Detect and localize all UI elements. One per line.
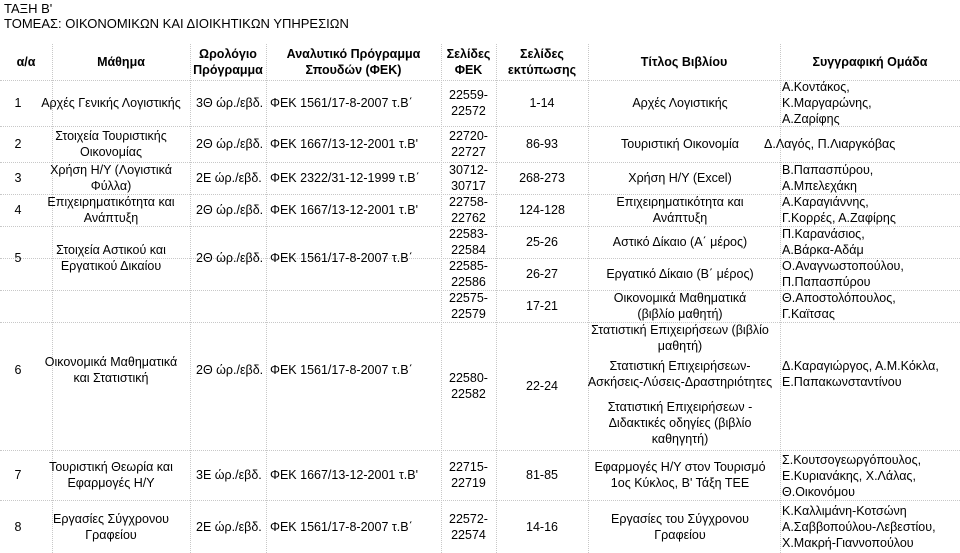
subject-cell: Χρήση Η/Υ (Λογιστικά Φύλλα) <box>50 163 172 193</box>
authors-cell: Σ.Κουτσογεωργόπουλος, Ε.Κυριανάκης, Χ.Λάλας, Θ.Οικονόμου <box>782 453 922 499</box>
authors-cell: Α.Καραγιάννης, Γ.Κορρές, Α.Ζαφίρης <box>782 195 896 225</box>
header-class-label: ΤΑΞΗ Β' <box>4 1 53 16</box>
curriculum-cell: ΦΕΚ 1667/13-12-2001 τ.Β' <box>270 468 418 482</box>
schedule-cell: 3Ε ώρ./εβδ. <box>196 468 262 482</box>
authors-cell: Π.Καρανάσιος, Α.Βάρκα-Αδάμ <box>782 227 865 257</box>
fek-pages-cell: 22715- 22719 <box>449 460 488 490</box>
subject-cell: Επιχειρηματικότητα και Ανάπτυξη <box>47 195 175 225</box>
books-table <box>0 44 960 553</box>
curriculum-cell: ΦΕΚ 2322/31-12-1999 τ.Β΄ <box>270 171 420 185</box>
authors-cell: Δ.Λαγός, Π.Λιαργκόβας <box>764 137 896 151</box>
print-pages-cell: 22-24 <box>526 379 558 393</box>
authors-cell: Θ.Αποστολόπουλος, Γ.Καϊτσας <box>782 291 896 321</box>
subject-cell: Αρχές Γενικής Λογιστικής <box>41 96 181 110</box>
col-subject-header: Μάθημα <box>97 55 145 69</box>
book-title-cell: Εργασίες του Σύγχρονου Γραφείου <box>611 511 749 542</box>
authors-cell: Ο.Αναγνωστοπούλου, Π.Παπασπύρου <box>782 259 904 289</box>
column-divider <box>780 44 781 553</box>
authors-cell: Δ.Καραγιώργος, Α.Μ.Κόκλα, Ε.Παπακωνσταντίνου <box>782 359 939 389</box>
book-title-cell: Επιχειρηματικότητα και Ανάπτυξη <box>616 195 744 225</box>
schedule-cell: 2Θ ώρ./εβδ. <box>196 251 264 265</box>
col-curriculum-header: Αναλυτικό Πρόγραμμα Σπουδών (ΦΕΚ) <box>286 47 421 77</box>
print-pages-cell: 268-273 <box>519 171 565 185</box>
fek-pages-cell: 22720- 22727 <box>449 129 488 159</box>
curriculum-cell: ΦΕΚ 1561/17-8-2007 τ.Β΄ <box>270 96 413 110</box>
row-number: 5 <box>14 251 22 265</box>
row-number: 1 <box>14 96 22 110</box>
row-number: 6 <box>14 363 22 377</box>
schedule-cell: 2Θ ώρ./εβδ. <box>196 203 264 217</box>
schedule-cell: 2Ε ώρ./εβδ. <box>196 519 262 534</box>
col-book-title-header: Τίτλος Βιβλίου <box>640 55 728 69</box>
col-schedule-header: Ωρολόγιο Πρόγραμμα <box>193 47 263 77</box>
col-authors-header: Συγγραφική Ομάδα <box>812 55 928 69</box>
book-title-cell: Τουριστική Οικονομία <box>621 137 739 151</box>
print-pages-cell: 17-21 <box>526 299 558 313</box>
subject-cell: Εργασίες Σύγχρονου Γραφείου <box>53 511 169 542</box>
authors-cell: Α.Κοντάκος, Κ.Μαργαρώνης, Α.Ζαρίφης <box>782 80 872 126</box>
schedule-cell: 2Ε ώρ./εβδ. <box>196 171 262 185</box>
book-title-cell: Εφαρμογές Η/Υ στον Τουρισμό 1ος Κύκλος, Β' Τάξη ΤΕΕ <box>594 460 766 490</box>
authors-cell: Κ.Καλλιμάνη-Κοτσώνη Α.Σαββοπούλου-Λεβεστίου, Χ.Μακρή-Γιαννοπούλου <box>782 503 936 550</box>
book-title-cell: Αρχές Λογιστικής <box>632 96 728 110</box>
curriculum-cell: ΦΕΚ 1667/13-12-2001 τ.Β' <box>270 137 418 151</box>
fek-pages-cell: 22559- 22572 <box>449 88 488 118</box>
fek-pages-cell: 30712- 30717 <box>449 163 488 193</box>
col-print-pages-header: Σελίδες εκτύπωσης <box>507 47 577 77</box>
subject-cell: Στοιχεία Αστικού και Εργατικού Δικαίου <box>56 243 166 273</box>
col-aa-header: α/α <box>16 55 36 69</box>
book-title-cell: Στατιστική Επιχειρήσεων - Διδακτικές οδηγίες (βιβλίο καθηγητή) <box>607 400 753 446</box>
book-title-cell: Οικονομικά Μαθηματικά (βιβλίο μαθητή) <box>613 291 747 321</box>
schedule-cell: 2Θ ώρ./εβδ. <box>196 137 264 151</box>
fek-pages-cell: 22575- 22579 <box>449 291 488 321</box>
curriculum-cell: ΦΕΚ 1561/17-8-2007 τ.Β΄ <box>270 251 413 265</box>
row-number: 7 <box>14 468 22 482</box>
print-pages-cell: 124-128 <box>519 203 565 217</box>
print-pages-cell: 14-16 <box>526 519 558 534</box>
fek-pages-cell: 22580- 22582 <box>449 371 488 401</box>
fek-pages-cell: 22585- 22586 <box>449 259 488 289</box>
print-pages-cell: 1-14 <box>529 96 555 110</box>
schedule-cell: 2Θ ώρ./εβδ. <box>196 363 264 377</box>
subject-cell: Τουριστική Θεωρία και Εφαρμογές Η/Υ <box>49 460 173 490</box>
row-number: 3 <box>14 171 22 185</box>
fek-pages-cell: 22758- 22762 <box>449 195 488 225</box>
curriculum-cell: ΦΕΚ 1561/17-8-2007 τ.Β΄ <box>270 519 413 534</box>
print-pages-cell: 86-93 <box>526 137 558 151</box>
row-number: 4 <box>14 203 22 217</box>
book-title-cell: Αστικό Δίκαιο (Α΄ μέρος) <box>612 235 748 249</box>
fek-pages-cell: 22583- 22584 <box>449 227 488 257</box>
col-fek-pages-header: Σελίδες ΦΕΚ <box>446 47 491 77</box>
subject-cell: Στοιχεία Τουριστικής Οικονομίας <box>55 129 167 159</box>
fek-pages-cell: 22572- 22574 <box>449 511 488 542</box>
book-title-cell: Στατιστική Επιχειρήσεων (βιβλίο μαθητή) <box>591 323 769 353</box>
schedule-cell: 3Θ ώρ./εβδ. <box>196 96 264 110</box>
subject-cell: Οικονομικά Μαθηματικά και Στατιστική <box>44 355 178 385</box>
book-title-cell: Χρήση Η/Υ (Excel) <box>628 171 732 185</box>
row-number: 8 <box>14 519 22 534</box>
header-sector-label: ΤΟΜΕΑΣ: ΟΙΚΟΝΟΜΙΚΩΝ ΚΑΙ ΔΙΟΙΚΗΤΙΚΩΝ ΥΠΗΡΕΣΙΩΝ <box>4 16 349 31</box>
print-pages-cell: 81-85 <box>526 468 558 482</box>
row-number: 2 <box>14 137 22 151</box>
print-pages-cell: 26-27 <box>526 267 558 281</box>
curriculum-cell: ΦΕΚ 1667/13-12-2001 τ.Β' <box>270 203 418 217</box>
book-title-cell: Στατιστική Επιχειρήσεων- Ασκήσεις-Λύσεις-Δραστηριότητες <box>587 359 773 389</box>
print-pages-cell: 25-26 <box>526 235 558 249</box>
authors-cell: Β.Παπασπύρου, Α.Μπελεχάκη <box>782 163 874 193</box>
curriculum-cell: ΦΕΚ 1561/17-8-2007 τ.Β΄ <box>270 363 413 377</box>
book-title-cell: Εργατικό Δίκαιο (Β΄ μέρος) <box>606 267 754 281</box>
